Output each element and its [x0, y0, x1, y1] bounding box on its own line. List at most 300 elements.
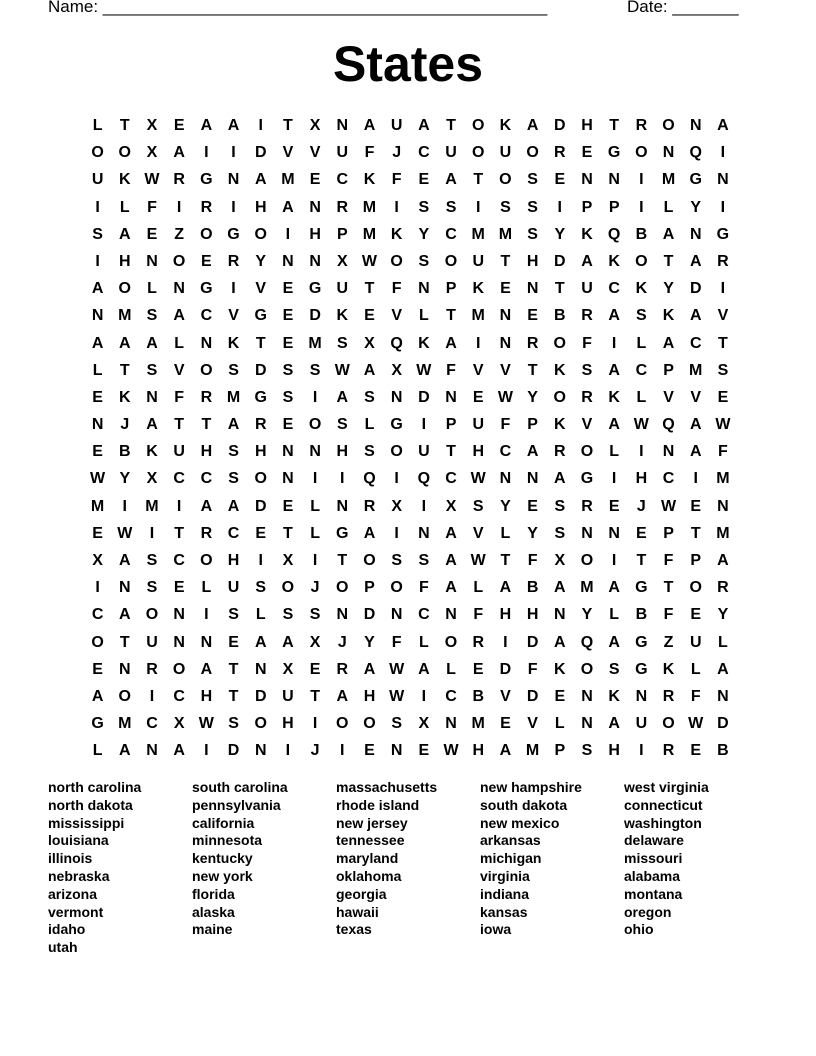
grid-letter: V — [690, 388, 702, 406]
grid-letter: A — [418, 660, 430, 678]
word-list-item: kansas — [480, 903, 528, 920]
grid-letter: A — [608, 715, 620, 733]
grid-letter: S — [282, 361, 294, 379]
grid-letter: R — [526, 334, 539, 352]
grid-letter: C — [689, 334, 702, 352]
grid-letter: A — [418, 117, 430, 134]
grid-letter: N — [581, 715, 593, 733]
grid-letter: E — [690, 497, 702, 515]
grid-letter: I — [285, 742, 291, 760]
grid-letter: R — [200, 198, 213, 216]
grid-row — [84, 275, 737, 302]
grid-letter: D — [499, 660, 512, 678]
grid-letter: S — [228, 443, 239, 461]
grid-letter: K — [554, 416, 566, 434]
grid-letter: G — [607, 144, 621, 162]
grid-letter: T — [337, 552, 348, 569]
grid-letter: H — [635, 470, 648, 488]
grid-letter: O — [635, 252, 648, 270]
grid-letter: N — [282, 470, 294, 488]
grid-letter: R — [581, 388, 593, 406]
grid-letter: I — [611, 334, 617, 352]
grid-letter: Q — [607, 225, 621, 243]
word-list-item: nebraska — [48, 867, 110, 884]
grid-letter: S — [581, 361, 593, 379]
grid-letter: E — [282, 280, 294, 298]
grid-letter: L — [636, 334, 647, 352]
grid-letter: X — [391, 361, 402, 379]
grid-letter: H — [499, 606, 512, 624]
grid-letter: A — [554, 579, 566, 597]
grid-letter: W — [443, 742, 459, 760]
grid-letter: A — [282, 633, 294, 651]
grid-letter: H — [472, 443, 484, 461]
grid-letter: G — [716, 225, 730, 243]
grid-letter: J — [120, 416, 130, 434]
page-title: States — [332, 36, 484, 92]
grid-letter: R — [472, 633, 484, 651]
grid-letter: R — [200, 388, 213, 406]
grid-letter: O — [363, 552, 376, 569]
grid-letter: H — [227, 552, 240, 569]
grid-letter: F — [473, 606, 484, 624]
word-list-item: south carolina — [192, 779, 288, 795]
grid-letter: M — [498, 225, 513, 243]
grid-letter: O — [91, 144, 104, 162]
grid-letter: Q — [662, 416, 675, 434]
grid-letter: A — [499, 579, 512, 597]
grid-letter: E — [500, 715, 511, 733]
grid-letter: P — [527, 416, 538, 434]
word-search-grid — [84, 112, 737, 765]
grid-letter: N — [608, 171, 620, 189]
grid-letter: S — [282, 388, 294, 406]
grid-letter: P — [445, 280, 457, 298]
grid-letter: S — [364, 443, 375, 461]
grid-letter: O — [118, 687, 131, 705]
grid-letter: S — [336, 416, 348, 434]
grid-letter: E — [418, 742, 430, 760]
grid-letter: G — [227, 225, 240, 243]
grid-letter: S — [608, 660, 620, 678]
grid-letter: D — [717, 715, 729, 733]
grid-letter: S — [391, 715, 402, 733]
grid-letter: M — [308, 334, 322, 352]
grid-letter: E — [717, 388, 729, 406]
grid-letter: B — [554, 307, 566, 325]
grid-row — [84, 601, 737, 628]
grid-letter: E — [690, 606, 702, 624]
grid-letter: N — [445, 388, 457, 406]
grid-letter: P — [336, 225, 348, 243]
word-list-column — [192, 779, 336, 957]
grid-letter: O — [689, 579, 702, 597]
grid-letter: X — [282, 552, 294, 569]
grid-letter: C — [200, 470, 213, 488]
grid-letter: R — [554, 144, 566, 162]
grid-letter: J — [310, 742, 320, 760]
grid-letter: X — [336, 252, 348, 270]
grid-letter: A — [608, 361, 620, 379]
grid-letter: K — [662, 660, 675, 678]
grid-letter: A — [717, 660, 729, 678]
grid-letter: A — [173, 742, 185, 760]
grid-letter: M — [362, 225, 377, 243]
grid-letter: K — [119, 388, 131, 406]
grid-letter: O — [580, 660, 594, 678]
grid-letter: D — [526, 633, 539, 651]
word-list-item: minnesota — [192, 832, 263, 849]
grid-letter: I — [394, 524, 399, 542]
grid-letter: E — [282, 334, 294, 352]
grid-letter: V — [500, 361, 511, 379]
grid-letter: O — [471, 117, 485, 134]
grid-letter: A — [91, 280, 104, 298]
grid-letter: L — [364, 416, 375, 434]
grid-letter: B — [526, 579, 539, 597]
grid-letter: A — [445, 524, 457, 542]
grid-letter: D — [418, 388, 430, 406]
grid-letter: I — [639, 171, 644, 189]
grid-letter: Q — [689, 144, 702, 162]
grid-letter: I — [720, 198, 726, 216]
grid-letter: I — [231, 144, 236, 162]
grid-letter: O — [254, 470, 267, 488]
grid-letter: I — [95, 198, 100, 216]
grid-letter: C — [445, 225, 457, 243]
grid-row — [84, 357, 737, 384]
grid-letter: S — [228, 470, 239, 488]
grid-letter: H — [336, 443, 349, 461]
grid-row — [84, 330, 737, 357]
grid-letter: O — [363, 715, 376, 733]
grid-letter: O — [444, 633, 458, 651]
grid-letter: E — [282, 416, 294, 434]
grid-letter: L — [92, 117, 103, 134]
grid-letter: O — [172, 660, 186, 678]
grid-letter: E — [500, 280, 511, 298]
grid-letter: I — [312, 552, 318, 569]
word-list-item: illinois — [48, 850, 93, 867]
grid-letter: A — [119, 552, 131, 569]
word-list-item: new mexico — [480, 814, 560, 831]
grid-letter: P — [364, 579, 375, 597]
grid-letter: E — [636, 524, 647, 542]
grid-letter: K — [227, 334, 240, 352]
grid-letter: N — [200, 334, 213, 352]
grid-letter: T — [364, 280, 375, 298]
grid-letter: O — [172, 252, 186, 270]
grid-letter: V — [581, 416, 593, 434]
grid-letter: L — [418, 633, 429, 651]
grid-letter: A — [445, 552, 457, 569]
grid-letter: L — [609, 606, 620, 624]
grid-letter: G — [635, 579, 648, 597]
grid-letter: O — [254, 715, 267, 733]
grid-letter: T — [119, 117, 130, 134]
grid-letter: I — [204, 144, 209, 162]
grid-letter: P — [690, 552, 702, 569]
grid-letter: Y — [663, 280, 674, 298]
grid-letter: G — [254, 307, 267, 325]
grid-letter: A — [363, 524, 376, 542]
grid-letter: E — [146, 225, 158, 243]
grid-letter: G — [689, 171, 702, 189]
grid-letter: A — [526, 117, 539, 134]
grid-letter: N — [689, 225, 702, 243]
grid-letter: T — [500, 252, 511, 270]
grid-letter: T — [446, 117, 456, 134]
grid-letter: T — [283, 117, 293, 134]
grid-letter: X — [554, 552, 566, 569]
word-list-item: south dakota — [480, 796, 568, 813]
grid-letter: A — [200, 660, 213, 678]
word-list-item: washington — [624, 814, 702, 831]
grid-letter: R — [662, 742, 675, 760]
grid-row — [84, 656, 737, 683]
grid-letter: N — [662, 443, 675, 461]
grid-letter: S — [717, 361, 729, 379]
word-list-item: ohio — [624, 921, 654, 938]
grid-letter: A — [91, 687, 104, 705]
grid-letter: O — [499, 171, 512, 189]
grid-letter: E — [364, 307, 375, 325]
grid-letter: G — [580, 470, 594, 488]
grid-letter: O — [580, 552, 594, 569]
grid-letter: S — [527, 171, 538, 189]
grid-letter: N — [581, 171, 593, 189]
grid-letter: O — [635, 144, 648, 162]
grid-letter: A — [363, 361, 376, 379]
grid-letter: K — [336, 307, 349, 325]
grid-letter: E — [418, 171, 430, 189]
grid-row — [84, 547, 737, 574]
grid-letter: E — [554, 171, 566, 189]
grid-letter: X — [309, 117, 321, 134]
grid-letter: M — [580, 579, 594, 597]
grid-letter: N — [581, 524, 593, 542]
grid-letter: I — [503, 633, 508, 651]
grid-letter: Q — [390, 334, 403, 352]
grid-row — [84, 629, 737, 656]
grid-letter: I — [176, 497, 182, 515]
grid-letter: D — [526, 687, 539, 705]
word-list-column — [48, 779, 192, 957]
grid-letter: F — [391, 171, 402, 189]
grid-letter: I — [557, 198, 562, 216]
grid-letter: A — [227, 117, 240, 134]
word-list-item: arkansas — [480, 832, 541, 849]
grid-letter: D — [227, 742, 240, 760]
grid-letter: F — [527, 660, 538, 678]
grid-letter: F — [391, 280, 402, 298]
grid-letter: I — [639, 443, 644, 461]
grid-letter: B — [717, 742, 729, 760]
grid-letter: N — [717, 687, 729, 705]
grid-letter: N — [227, 171, 240, 189]
grid-letter: C — [91, 606, 104, 624]
grid-letter: D — [363, 606, 376, 624]
grid-letter: I — [95, 252, 100, 270]
grid-letter: T — [119, 361, 130, 379]
word-list-item: north dakota — [48, 796, 133, 813]
grid-letter: R — [227, 252, 240, 270]
grid-letter: T — [663, 252, 674, 270]
grid-letter: I — [475, 198, 481, 216]
grid-letter: O — [118, 280, 131, 298]
grid-letter: C — [608, 280, 620, 298]
grid-letter: J — [392, 144, 402, 162]
grid-letter: M — [471, 225, 485, 243]
grid-letter: F — [663, 606, 674, 624]
grid-letter: I — [720, 144, 726, 162]
grid-letter: X — [309, 633, 321, 651]
word-list-item: missouri — [624, 850, 683, 867]
grid-row — [84, 194, 737, 221]
grid-letter: S — [228, 715, 239, 733]
grid-letter: K — [608, 388, 620, 406]
grid-letter: A — [200, 497, 213, 515]
grid-letter: K — [635, 280, 648, 298]
grid-letter: O — [444, 252, 458, 270]
word-list-item: texas — [336, 921, 372, 938]
grid-letter: O — [553, 388, 566, 406]
grid-letter: I — [394, 470, 399, 488]
word-list-item: indiana — [480, 885, 530, 902]
grid-letter: A — [363, 660, 376, 678]
grid-letter: A — [200, 117, 213, 134]
grid-letter: N — [309, 198, 321, 216]
grid-letter: O — [662, 715, 675, 733]
grid-letter: S — [228, 361, 239, 379]
grid-letter: P — [608, 198, 620, 216]
grid-letter: S — [364, 388, 375, 406]
grid-letter: Y — [717, 606, 729, 624]
grid-letter: T — [636, 552, 647, 569]
grid-letter: P — [663, 361, 674, 379]
grid-letter: H — [282, 715, 294, 733]
word-list-item: vermont — [48, 903, 104, 920]
grid-letter: H — [254, 443, 267, 461]
grid-letter: A — [608, 307, 620, 325]
grid-letter: I — [394, 198, 399, 216]
grid-letter: J — [636, 497, 646, 515]
grid-letter: O — [471, 144, 485, 162]
grid-letter: H — [309, 225, 321, 243]
grid-letter: N — [146, 742, 158, 760]
word-list-item: oregon — [624, 903, 672, 920]
grid-letter: R — [146, 660, 158, 678]
grid-letter: U — [689, 633, 702, 651]
grid-letter: E — [92, 388, 103, 406]
grid-letter: E — [527, 497, 538, 515]
grid-letter: G — [308, 280, 322, 298]
grid-letter: G — [336, 524, 349, 542]
grid-letter: A — [608, 633, 620, 651]
grid-letter: I — [693, 470, 698, 488]
grid-letter: K — [363, 171, 376, 189]
grid-letter: V — [663, 388, 674, 406]
grid-letter: T — [255, 334, 266, 352]
grid-letter: N — [336, 117, 349, 134]
word-list-item: rhode island — [336, 796, 420, 813]
grid-letter: O — [281, 579, 295, 597]
word-list-item: hawaii — [336, 903, 379, 920]
grid-letter: N — [445, 715, 457, 733]
grid-letter: X — [418, 715, 430, 733]
grid-letter: M — [362, 198, 377, 216]
grid-letter: S — [309, 606, 321, 624]
grid-row — [84, 221, 737, 248]
grid-letter: N — [418, 524, 430, 542]
grid-letter: L — [201, 579, 212, 597]
grid-letter: L — [418, 307, 429, 325]
grid-letter: E — [554, 687, 566, 705]
grid-letter: L — [92, 742, 103, 760]
grid-letter: W — [361, 252, 378, 270]
grid-letter: W — [416, 361, 432, 379]
grid-letter: X — [364, 334, 375, 352]
grid-letter: T — [201, 416, 212, 434]
word-list-column — [336, 779, 480, 957]
grid-letter: S — [282, 606, 294, 624]
word-list-item: virginia — [480, 867, 530, 884]
grid-letter: E — [472, 388, 484, 406]
grid-letter: P — [581, 198, 593, 216]
grid-letter: K — [608, 687, 620, 705]
grid-letter: Y — [554, 225, 566, 243]
grid-letter: F — [527, 552, 538, 569]
grid-letter: N — [146, 252, 158, 270]
grid-letter: A — [689, 252, 702, 270]
grid-letter: A — [146, 334, 158, 352]
grid-letter: L — [500, 524, 511, 542]
grid-letter: L — [609, 443, 620, 461]
grid-letter: Q — [363, 470, 376, 488]
grid-letter: A — [282, 198, 294, 216]
grid-letter: A — [336, 687, 349, 705]
grid-letter: C — [418, 606, 430, 624]
grid-letter: F — [690, 687, 701, 705]
grid-letter: B — [119, 443, 131, 461]
word-list-item: maine — [192, 921, 233, 938]
grid-letter: M — [525, 742, 540, 760]
grid-letter: H — [254, 198, 267, 216]
grid-letter: R — [363, 497, 376, 515]
grid-letter: W — [389, 660, 405, 678]
grid-letter: U — [635, 715, 648, 733]
grid-letter: S — [581, 742, 593, 760]
grid-letter: O — [336, 715, 349, 733]
grid-letter: N — [390, 388, 403, 406]
grid-letter: D — [254, 361, 267, 379]
grid-letter: U — [146, 633, 158, 651]
grid-letter: M — [226, 388, 241, 406]
grid-letter: A — [445, 579, 457, 597]
grid-letter: F — [174, 388, 185, 406]
grid-letter: N — [146, 388, 158, 406]
grid-row — [84, 139, 737, 166]
grid-letter: A — [689, 307, 702, 325]
grid-letter: B — [635, 225, 648, 243]
grid-letter: N — [526, 280, 539, 298]
grid-letter: A — [227, 416, 240, 434]
grid-letter: K — [418, 334, 430, 352]
word-list-item: michigan — [480, 850, 542, 867]
grid-letter: I — [611, 470, 617, 488]
grid-letter: Y — [581, 606, 593, 624]
grid-letter: Y — [119, 470, 131, 488]
